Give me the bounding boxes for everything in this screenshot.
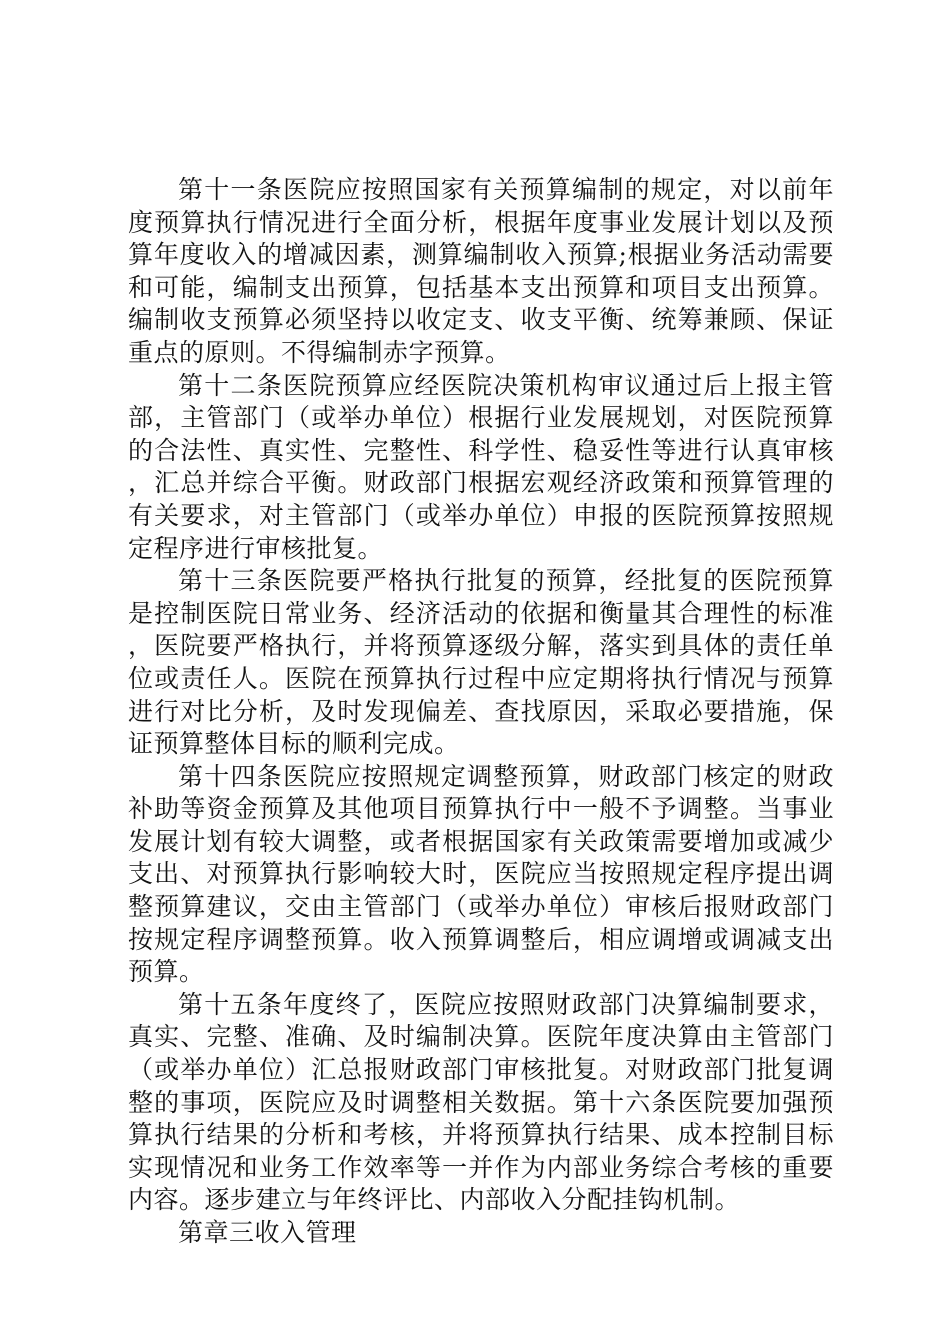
paragraph-article-13: 第十三条医院要严格执行批复的预算，经批复的医院预算是控制医院日常业务、经济活动的依据和衡量其合理性的标准，医院要严格执行，并将预算逐级分解，落实到具体的责任单位或责任人。医院在预算执行过程中应定期将执行情况与预算进行对比分析，及时发现偏差、查找原因，采取必要措施，保证预算整体目标的顺利完成。 (128, 566, 834, 759)
paragraph-article-11: 第十一条医院应按照国家有关预算编制的规定，对以前年度预算执行情况进行全面分析，根据年度事业发展计划以及预算年度收入的增减因素，测算编制收入预算;根据业务活动需要和可能，编制支出预算，包括基本支出预算和项目支出预算。编制收支预算必须坚持以收定支、收支平衡、统筹兼顾、保证重点的原则。不得编制赤字预算。 (128, 175, 834, 367)
paragraph-article-14: 第十四条医院应按照规定调整预算，财政部门核定的财政补助等资金预算及其他项目预算执行中一般不予调整。当事业发展计划有较大调整，或者根据国家有关政策需要增加或减少支出、对预算执行影响较大时，医院应当按照规定程序提出调整预算建议，交由主管部门（或举办单位）审核后报财政部门按规定程序调整预算。收入预算调整后，相应调增或调减支出预算。 (128, 761, 834, 987)
chapter-heading: 第章三收入管理 (178, 1218, 357, 1247)
document-body (128, 174, 834, 1250)
paragraph-article-15: 第十五条年度终了，医院应按照财政部门决算编制要求，真实、完整、准确、及时编制决算。医院年度决算由主管部门（或举办单位）汇总报财政部门审核批复。对财政部门批复调整的事项，医院应及时调整相关数据。第十六条医院要加强预算执行结果的分析和考核，并将预算执行结果、成本控制目标实现情况和业务工作效率等一并作为内部业务综合考核的重要内容。逐步建立与年终评比、内部收入分配挂钩机制。 (128, 989, 834, 1215)
paragraph-article-12: 第十二条医院预算应经医院决策机构审议通过后上报主管部，主管部门（或举办单位）根据行业发展规划，对医院预算的合法性、真实性、完整性、科学性、稳妥性等进行认真审核，汇总并综合平衡。财政部门根据宏观经济政策和预算管理的有关要求，对主管部门（或举办单位）申报的医院预算按照规定程序进行审核批复。 (128, 370, 834, 563)
